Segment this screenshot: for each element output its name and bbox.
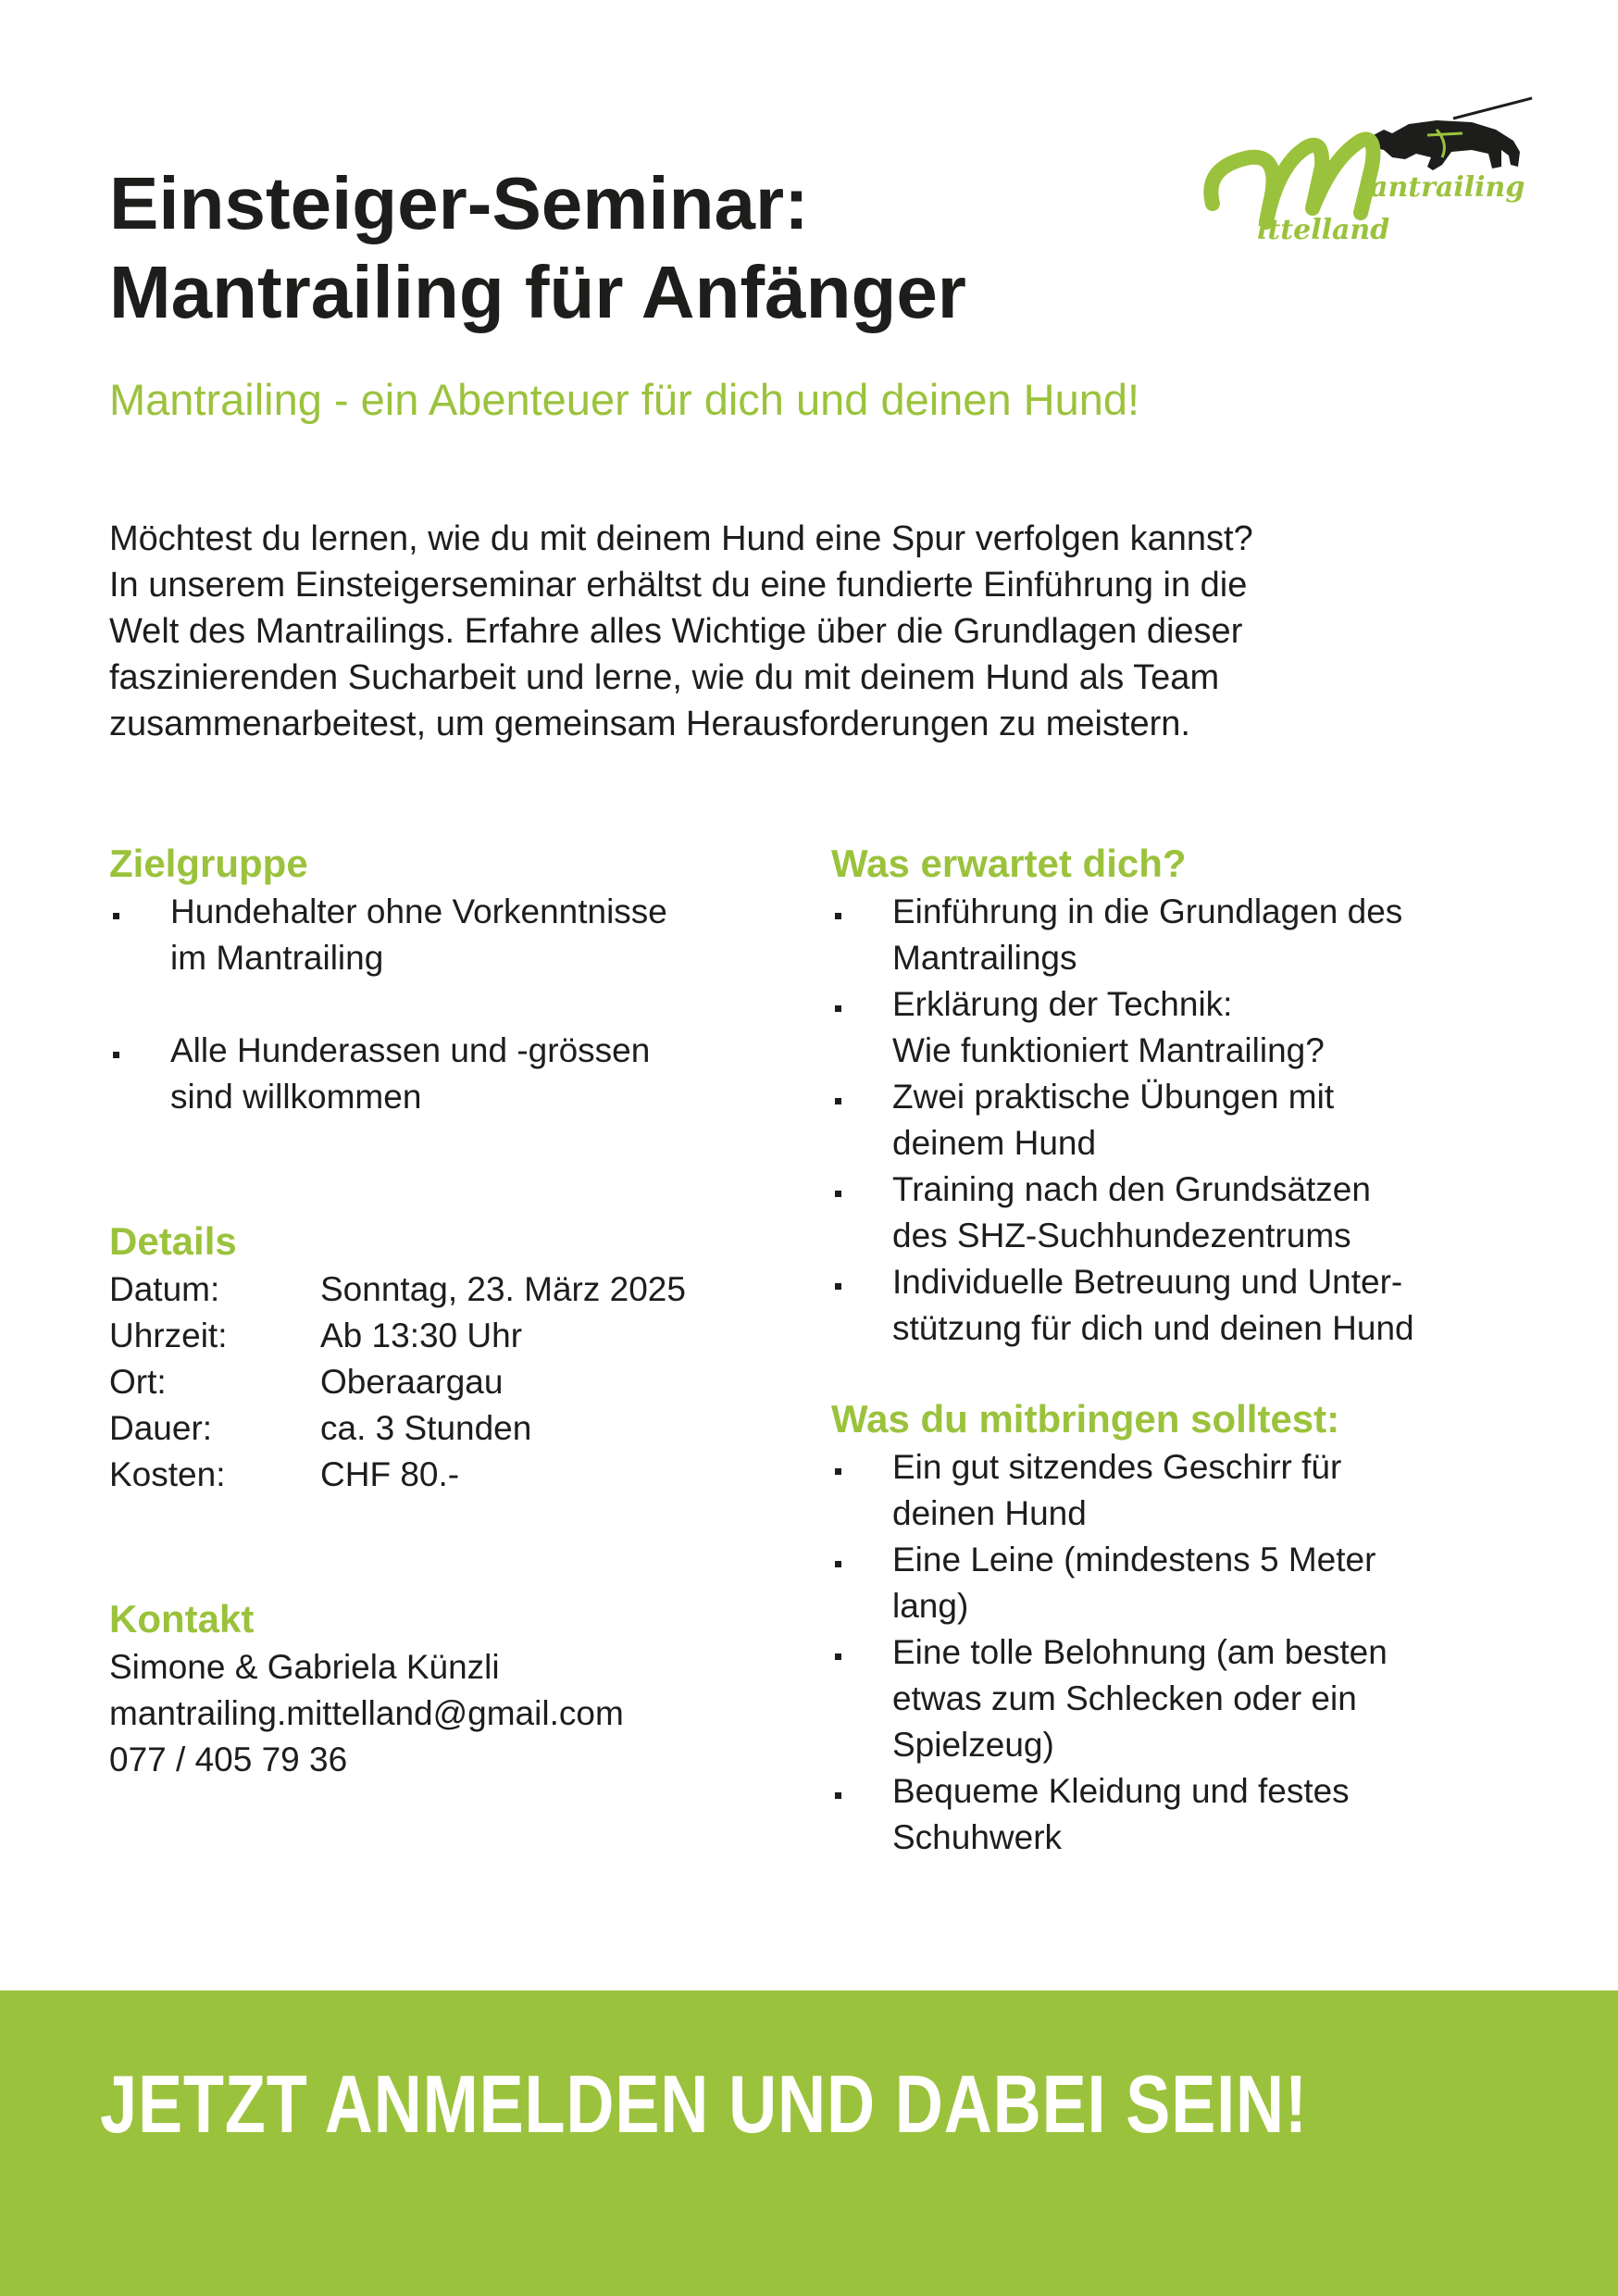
list-item-text: Ein gut sitzendes Geschirr für (892, 1448, 1342, 1486)
list-item (831, 889, 1535, 981)
details-label: Uhrzeit: (109, 1316, 228, 1354)
list-item (831, 1074, 1535, 1167)
list-item (831, 1167, 1535, 1259)
intro-line: Möchtest du lernen, wie du mit deinem Hund eine Spur verfolgen kannst? (109, 519, 1253, 558)
zielgruppe-list (109, 889, 757, 1120)
list-item (109, 889, 757, 981)
details-section (109, 1217, 757, 1498)
mitbringen-list (831, 1444, 1535, 1861)
details-table (109, 1267, 686, 1498)
list-item-text: Wie funktioniert Mantrailing? (892, 1031, 1325, 1069)
list-item-text: Eine tolle Belohnung (am besten (892, 1633, 1388, 1671)
list-item (831, 1259, 1535, 1352)
details-value: CHF 80.- (320, 1455, 460, 1493)
list-item-text: Bequeme Kleidung und festes (892, 1772, 1350, 1810)
details-value: ca. 3 Stunden (320, 1409, 532, 1447)
details-row (109, 1313, 686, 1359)
list-item-text: sind willkommen (170, 1078, 422, 1116)
details-value: Ab 13:30 Uhr (320, 1316, 523, 1354)
list-item-text: etwas zum Schlecken oder ein (892, 1679, 1357, 1717)
details-row (109, 1452, 686, 1498)
list-item-text: Zwei praktische Übungen mit (892, 1078, 1335, 1116)
kontakt-heading: Kontakt (109, 1597, 255, 1641)
list-item-text: Alle Hunderassen und -grössen (170, 1031, 651, 1069)
intro-line: zusammenarbeitest, um gemeinsam Herausforderungen zu meistern. (109, 705, 1190, 743)
zielgruppe-heading: Zielgruppe (109, 842, 308, 885)
title-line-1: Einsteiger-Seminar: (109, 162, 809, 244)
details-label: Dauer: (109, 1409, 213, 1447)
contact-name: Simone & Gabriela Künzli (109, 1648, 500, 1686)
details-label: Ort: (109, 1363, 167, 1401)
details-row (109, 1359, 686, 1405)
list-item-text: deinen Hund (892, 1494, 1087, 1532)
brand-logo (1194, 93, 1546, 250)
mitbringen-section (831, 1394, 1535, 1861)
list-item-text: im Mantrailing (170, 939, 384, 977)
contact-email-link[interactable]: mantrailing.mittelland@gmail.com (109, 1694, 624, 1732)
list-item-text: des SHZ-Suchhundezentrums (892, 1217, 1351, 1254)
mitbringen-heading: Was du mitbringen solltest: (831, 1397, 1340, 1441)
left-column (109, 839, 757, 1783)
list-item (831, 1768, 1535, 1861)
mantrailing-mittelland-logo (1194, 93, 1546, 250)
list-item (831, 1629, 1535, 1768)
details-label: Datum: (109, 1270, 220, 1308)
erwartet-list (831, 889, 1535, 1352)
intro-line: Welt des Mantrailings. Erfahre alles Wichtige über die Grundlagen dieser (109, 612, 1243, 651)
details-heading: Details (109, 1219, 237, 1263)
contact-phone[interactable]: 077 / 405 79 36 (109, 1741, 348, 1778)
list-item-text: Einführung in die Grundlagen des (892, 892, 1403, 930)
intro-paragraph (109, 516, 1525, 747)
erwartet-section (831, 839, 1535, 1352)
page-title (109, 159, 1127, 337)
list-item-text: deinem Hund (892, 1124, 1097, 1162)
intro-line: faszinierenden Sucharbeit und lerne, wie du mit deinem Hund als Team (109, 658, 1220, 697)
kontakt-section (109, 1594, 757, 1783)
details-row (109, 1267, 686, 1313)
list-item-text: Erklärung der Technik: (892, 985, 1233, 1023)
list-item-text: stützung für dich und deinen Hund (892, 1309, 1414, 1347)
svg-text:antrailing: antrailing (1370, 171, 1525, 204)
zielgruppe-section (109, 839, 757, 1120)
details-row (109, 1405, 686, 1452)
list-item-text: Hundehalter ohne Vorkenntnisse (170, 892, 667, 930)
list-item (831, 1537, 1535, 1629)
details-value: Oberaargau (320, 1363, 504, 1401)
details-label: Kosten: (109, 1455, 226, 1493)
erwartet-heading: Was erwartet dich? (831, 842, 1187, 885)
cta-text[interactable]: JETZT ANMELDEN UND DABEI SEIN! (100, 2058, 1308, 2150)
list-item-text: Spielzeug) (892, 1726, 1054, 1764)
list-item (831, 1444, 1535, 1537)
intro-line: In unserem Einsteigerseminar erhältst du eine fundierte Einführung in die (109, 566, 1248, 605)
list-item-text: Mantrailings (892, 939, 1077, 977)
title-line-2: Mantrailing für Anfänger (109, 251, 966, 333)
subtitle: Mantrailing - ein Abenteuer für dich und deinen Hund! (109, 375, 1140, 424)
list-item-text: lang) (892, 1587, 969, 1625)
list-item-text: Schuhwerk (892, 1818, 1063, 1856)
svg-text:ittelland: ittelland (1257, 214, 1390, 246)
list-item-text: Training nach den Grundsätzen (892, 1170, 1371, 1208)
list-item (109, 1028, 757, 1120)
details-value: Sonntag, 23. März 2025 (320, 1270, 686, 1308)
list-item-text: Eine Leine (mindestens 5 Meter (892, 1541, 1376, 1578)
list-item-text: Individuelle Betreuung und Unter- (892, 1263, 1403, 1301)
list-item (831, 981, 1535, 1074)
right-column (831, 839, 1535, 1861)
